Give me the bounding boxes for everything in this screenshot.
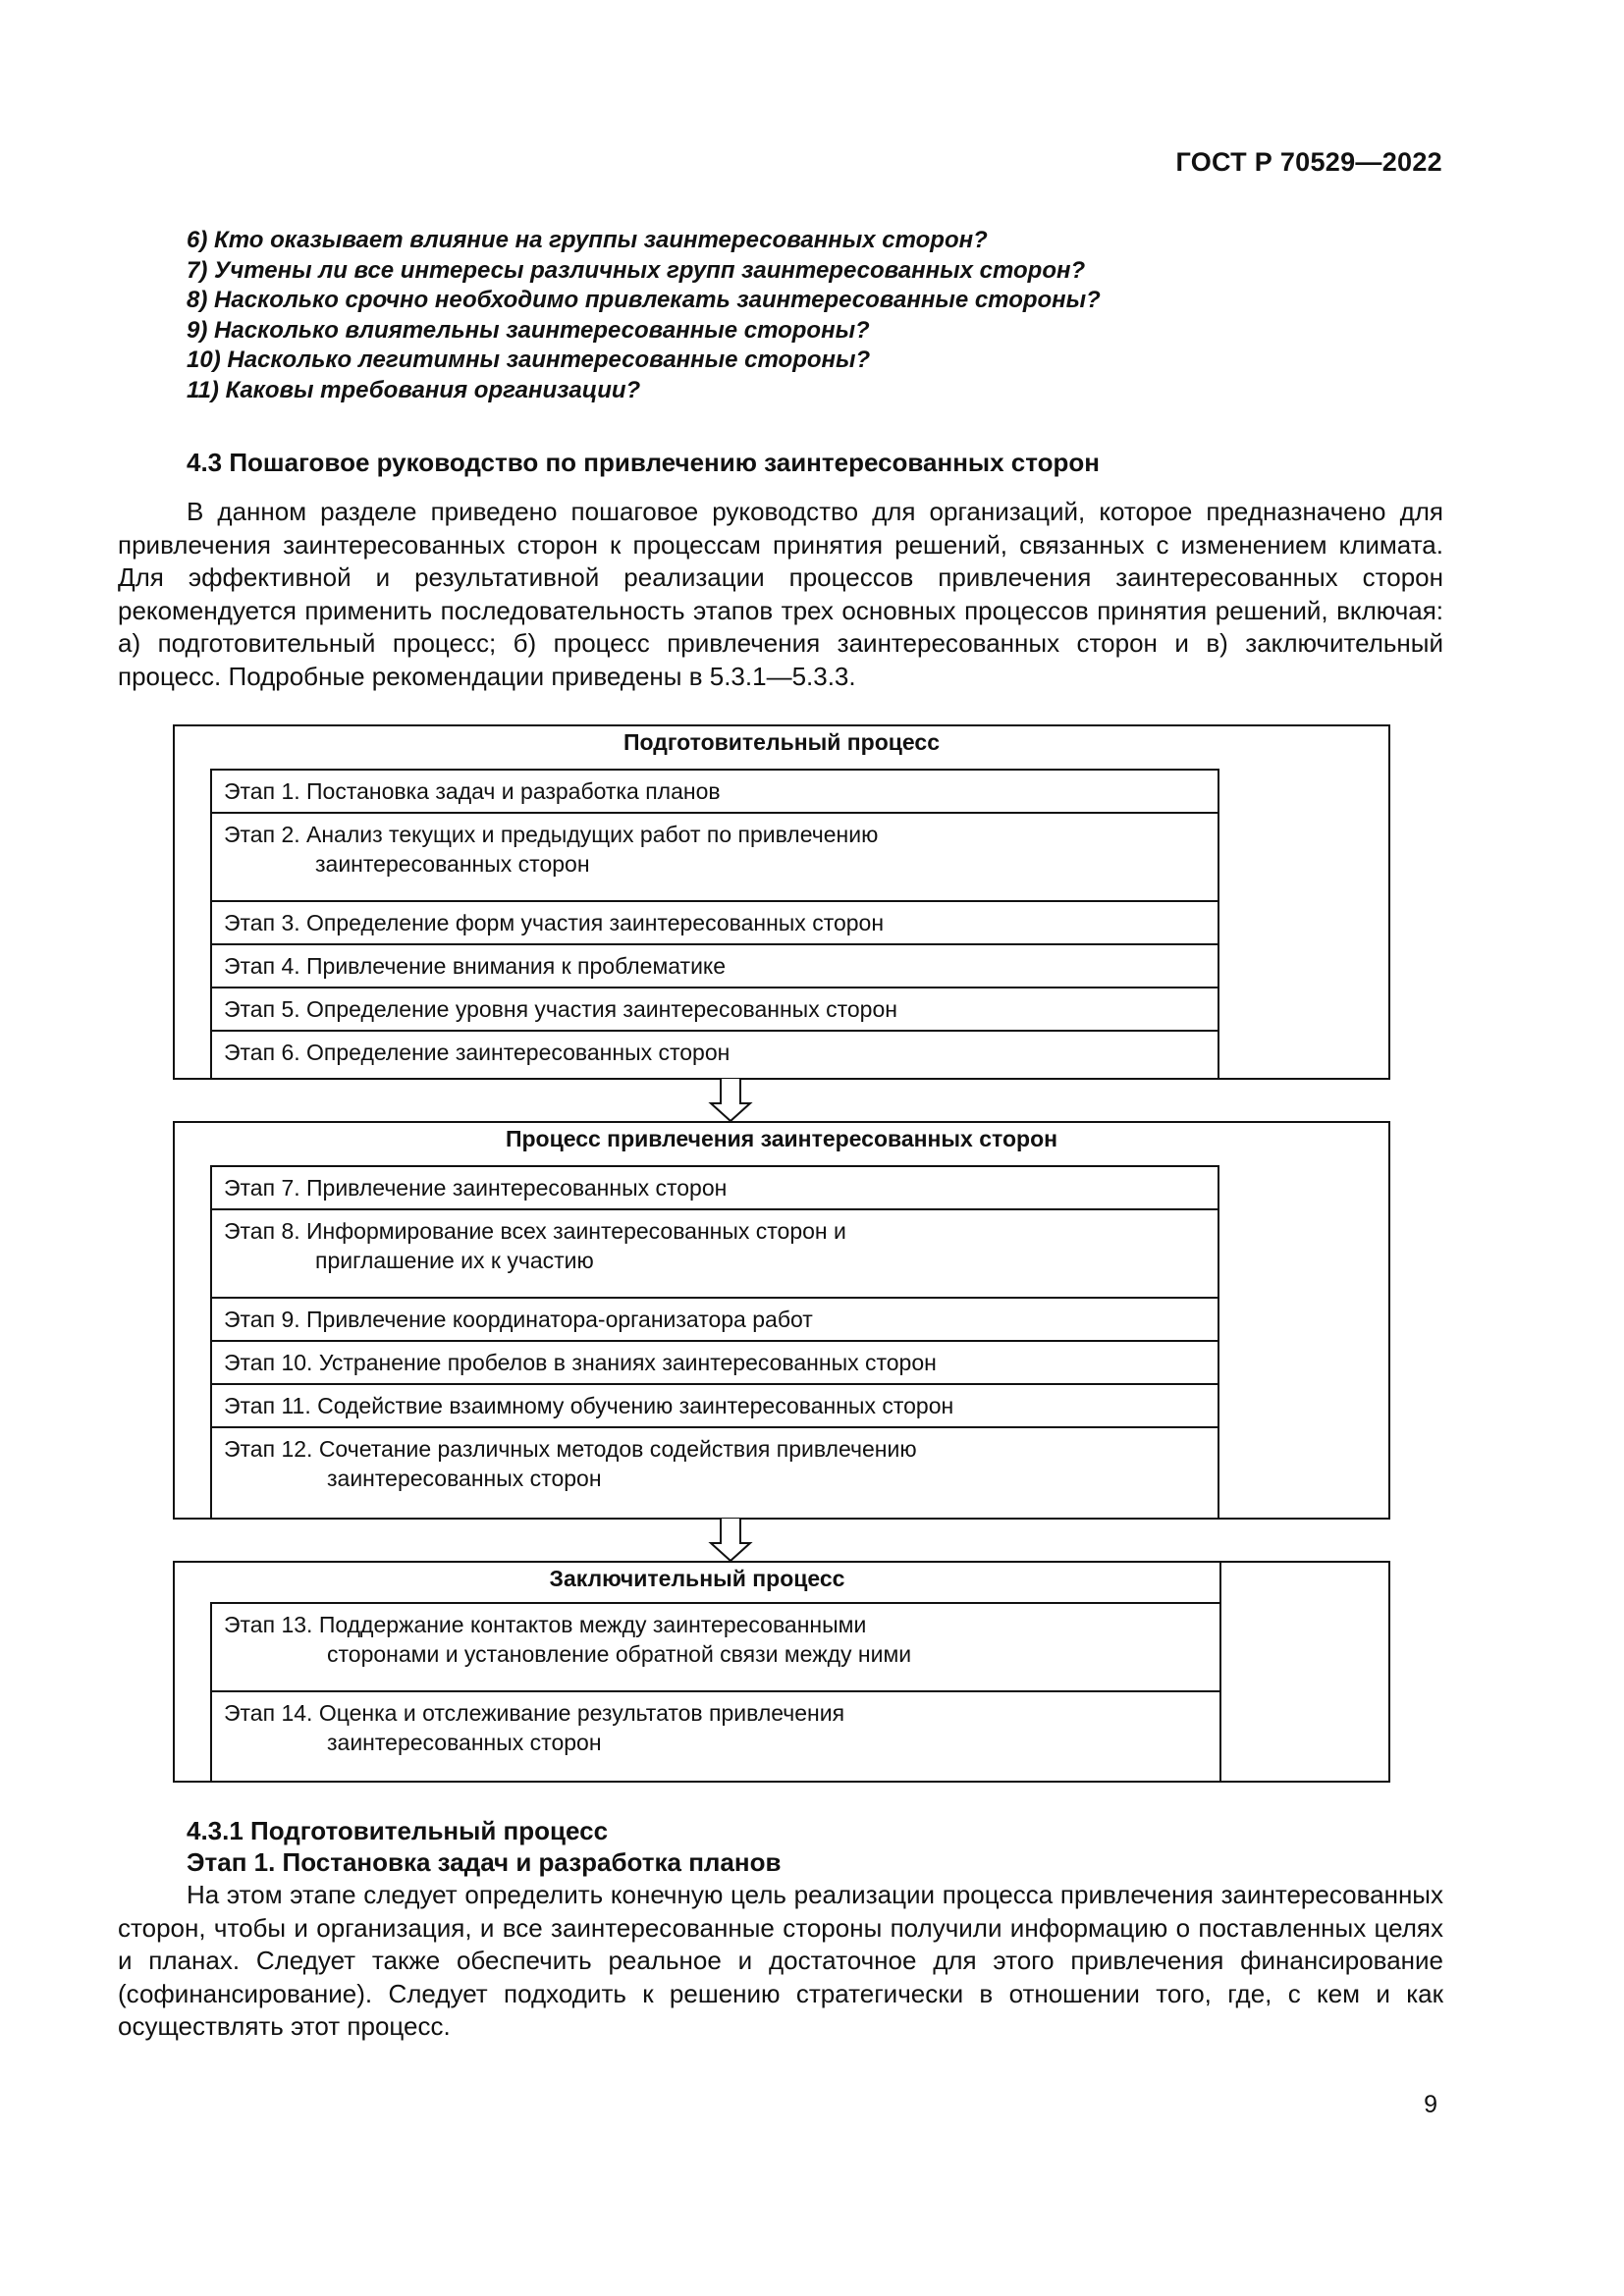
question-item: 9) Насколько влиятельны заинтересованные стороны? (187, 316, 870, 344)
step-label: Этап 14. (224, 1700, 313, 1726)
question-item: 7) Учтены ли все интересы различных групп заинтересованных сторон? (187, 256, 1086, 284)
step-text-cont: сторонами и установление обратной связи между ними (327, 1641, 912, 1667)
step-label: Этап 1. (224, 778, 300, 804)
step-label: Этап 6. (224, 1040, 300, 1065)
process-box-engagement (173, 1121, 1390, 1520)
step-label: Этап 12. (224, 1436, 313, 1462)
step-text: Определение заинтересованных сторон (306, 1040, 731, 1065)
step-text: Привлечение координатора-организатора работ (306, 1307, 813, 1332)
step-label: Этап 3. (224, 910, 300, 935)
step-box (210, 1208, 1219, 1299)
subsection-paragraph: На этом этапе следует определить конечную цель реализации процесса привлечения заинтересованных сторон, чтобы и организация, и все заинтересованные стороны получили информацию о поставленных целях и планах. Следует также обеспечить реальное и достаточное для этого привлечения финансирование (софинансирование). Следует подходить к решению стратегически в отношении того, где, с кем и как осуществлять этот процесс. (118, 1880, 1443, 2041)
step-text-cont: заинтересованных сторон (315, 851, 590, 877)
step-text: Определение уровня участия заинтересованных сторон (306, 996, 897, 1022)
question-item: 11) Каковы требования организации? (187, 376, 641, 403)
step-text: Анализ текущих и предыдущих работ по привлечению (306, 822, 879, 847)
process-box-final (173, 1561, 1390, 1783)
step-label: Этап 4. (224, 953, 300, 979)
down-arrow-icon (706, 1518, 755, 1563)
process-title: Процесс привлечения заинтересованных сторон (505, 1126, 1058, 1151)
step-label: Этап 5. (224, 996, 300, 1022)
step-label: Этап 2. (224, 822, 300, 847)
step-box (210, 1165, 1219, 1210)
step-box (210, 987, 1219, 1032)
document-header: ГОСТ Р 70529—2022 (1175, 147, 1442, 177)
step-box (210, 1340, 1219, 1385)
step-label: Этап 9. (224, 1307, 300, 1332)
subsection-title: 4.3.1 Подготовительный процесс (187, 1816, 609, 1845)
question-item: 10) Насколько легитимны заинтересованные стороны? (187, 347, 871, 373)
down-arrow-icon (706, 1078, 755, 1123)
step-label: Этап 7. (224, 1175, 300, 1201)
question-item: 6) Кто оказывает влияние на группы заинтересованных сторон? (187, 227, 988, 253)
step-box (210, 769, 1219, 814)
step-label: Этап 13. (224, 1612, 313, 1637)
section-paragraph: В данном разделе приведено пошаговое руководство для организаций, которое предназначено для привлечения заинтересованных сторон к процессам принятия решений, связанных с изменением климата. Для эффективной и результативной реализации процессов привлечения заинтересованных сторон рекомендуется применить последовательность этапов трех основных процессов принятия решений, включая: а) подготовительный процесс; б) процесс привлечения заинтересованных сторон и в) заключительный процесс. Подробные рекомендации приведены в 5.3.1—5.3.3. (118, 497, 1443, 691)
step-box (210, 1602, 1221, 1692)
step-box (210, 812, 1219, 902)
step-text: Информирование всех заинтересованных сторон и (306, 1218, 846, 1244)
process-title: Подготовительный процесс (623, 729, 940, 755)
step-text: Определение форм участия заинтересованных сторон (306, 910, 885, 935)
step-box (210, 1690, 1221, 1783)
step-text-cont: заинтересованных сторон (327, 1730, 602, 1755)
step-box (210, 1426, 1219, 1520)
step-text: Содействие взаимному обучению заинтересованных сторон (317, 1393, 954, 1418)
step-text: Поддержание контактов между заинтересованными (318, 1612, 867, 1637)
section-title: 4.3 Пошаговое руководство по привлечению заинтересованных сторон (187, 448, 1101, 477)
process-title: Заключительный процесс (549, 1566, 845, 1591)
step-text-cont: заинтересованных сторон (327, 1466, 602, 1491)
step-text: Устранение пробелов в знаниях заинтересованных сторон (318, 1350, 937, 1375)
step-box (210, 943, 1219, 988)
step-box (210, 900, 1219, 945)
process-box-preparatory (173, 724, 1390, 1080)
page-number: 9 (1424, 2091, 1437, 2118)
question-list (187, 226, 1463, 405)
step-text: Сочетание различных методов содействия привлечению (318, 1436, 917, 1462)
step-text-cont: приглашение их к участию (315, 1248, 594, 1273)
step-box (210, 1297, 1219, 1342)
step-text: Привлечение заинтересованных сторон (306, 1175, 728, 1201)
question-item: 8) Насколько срочно необходимо привлекать заинтересованные стороны? (187, 287, 1101, 313)
step-label: Этап 8. (224, 1218, 300, 1244)
step-text: Постановка задач и разработка планов (306, 778, 721, 804)
step-label: Этап 11. (224, 1393, 311, 1418)
step-heading: Этап 1. Постановка задач и разработка планов (187, 1847, 782, 1877)
step-box (210, 1383, 1219, 1428)
step-text: Привлечение внимания к проблематике (306, 953, 727, 979)
step-box (210, 1030, 1219, 1080)
step-text: Оценка и отслеживание результатов привлечения (318, 1700, 845, 1726)
step-label: Этап 10. (224, 1350, 313, 1375)
